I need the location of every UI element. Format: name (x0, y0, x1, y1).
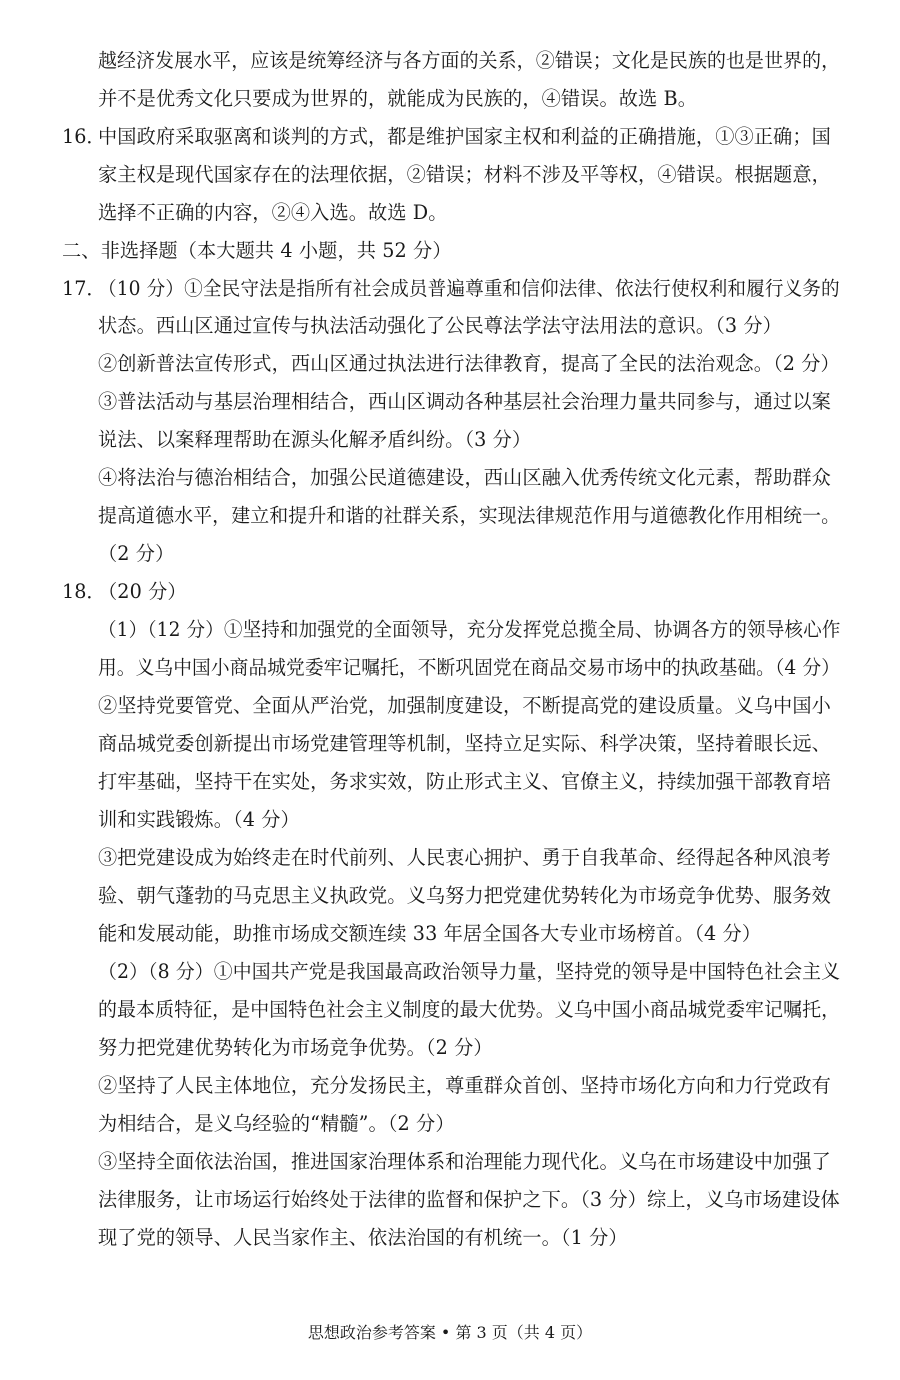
text-line: ③普法活动与基层治理相结合，西山区调动各种基层社会治理力量共同参与，通过以案 (98, 390, 831, 413)
text-line: 家主权是现代国家存在的法理依据，②错误；材料不涉及平等权，④错误。根据题意， (98, 163, 831, 186)
text-line: 选择不正确的内容，②④入选。故选 D。 (98, 201, 448, 224)
question-16-number: 16． (62, 125, 106, 148)
text-line: （2）（8 分）①中国共产党是我国最高政治领导力量，坚持党的领导是中国特色社会主义 (98, 960, 841, 983)
section-heading: 二、非选择题（本大题共 4 小题，共 52 分） (62, 239, 452, 262)
text-line: 并不是优秀文化只要成为世界的，就能成为民族的，④错误。故选 B。 (98, 87, 698, 110)
text-line: 为相结合，是义乌经验的“精髓”。（2 分） (98, 1112, 455, 1135)
text-line: 验、朝气蓬勃的马克思主义执政党。义乌努力把党建优势转化为市场竞争优势、服务效 (98, 884, 831, 907)
question-18-number: 18． (62, 580, 106, 603)
text-line: 现了党的领导、人民当家作主、依法治国的有机统一。（1 分） (98, 1226, 628, 1249)
text-line: 商品城党委创新提出市场党建管理等机制，坚持立足实际、科学决策，坚持着眼长远、 (98, 732, 831, 755)
text-line: ②创新普法宣传形式，西山区通过执法进行法律教育，提高了全民的法治观念。（2 分） (98, 352, 840, 375)
text-line: 状态。西山区通过宣传与执法活动强化了公民尊法学法守法用法的意识。（3 分） (98, 314, 782, 337)
text-line: ③坚持全面依法治国，推进国家治理体系和治理能力现代化。义乌在市场建设中加强了 (98, 1150, 831, 1173)
text-line: 打牢基础，坚持干在实处，务求实效，防止形式主义、官僚主义，持续加强干部教育培 (98, 770, 831, 793)
text-line: 训和实践锻炼。（4 分） (98, 808, 300, 831)
text-line: 说法、以案释理帮助在源头化解矛盾纠纷。（3 分） (98, 428, 532, 451)
text-line: （2 分） (98, 542, 175, 565)
text-line: （1）（12 分）①坚持和加强党的全面领导，充分发挥党总揽全局、协调各方的领导核心作 (98, 618, 841, 641)
text-line: 能和发展动能，助推市场成交额连续 33 年居全国各大专业市场榜首。（4 分） (98, 922, 762, 945)
text-line: ②坚持党要管党、全面从严治党，加强制度建设，不断提高党的建设质量。义乌中国小 (98, 694, 831, 717)
text-line: 努力把党建优势转化为市场竞争优势。（2 分） (98, 1036, 493, 1059)
text-line: ②坚持了人民主体地位，充分发扬民主，尊重群众首创、坚持市场化方向和力行党政有 (98, 1074, 831, 1097)
text-line: 中国政府采取驱离和谈判的方式，都是维护国家主权和利益的正确措施，①③正确；国 (98, 125, 831, 148)
text-line: ④将法治与德治相结合，加强公民道德建设，西山区融入优秀传统文化元素，帮助群众 (98, 466, 831, 489)
text-line: 越经济发展水平，应该是统筹经济与各方面的关系，②错误；文化是民族的也是世界的， (98, 49, 841, 72)
text-line: （20 分） (98, 580, 187, 603)
text-line: 的最本质特征，是中国特色社会主义制度的最大优势。义乌中国小商品城党委牢记嘱托， (98, 998, 841, 1021)
text-line: 法律服务，让市场运行始终处于法律的监督和保护之下。（3 分）综上，义乌市场建设体 (98, 1188, 840, 1211)
text-line: ③把党建设成为始终走在时代前列、人民衷心拥护、勇于自我革命、经得起各种风浪考 (98, 846, 831, 869)
question-17-number: 17． (62, 277, 106, 300)
text-line: 用。义乌中国小商品城党委牢记嘱托，不断巩固党在商品交易市场中的执政基础。（4 分） (98, 656, 841, 679)
page-footer: 思想政治参考答案 • 第 3 页（共 4 页） (307, 1323, 593, 1342)
text-line: （10 分）①全民守法是指所有社会成员普遍尊重和信仰法律、依法行使权利和履行义务的 (98, 277, 840, 300)
text-line: 提高道德水平，建立和提升和谐的社群关系，实现法律规范作用与道德教化作用相统一。 (98, 504, 841, 527)
